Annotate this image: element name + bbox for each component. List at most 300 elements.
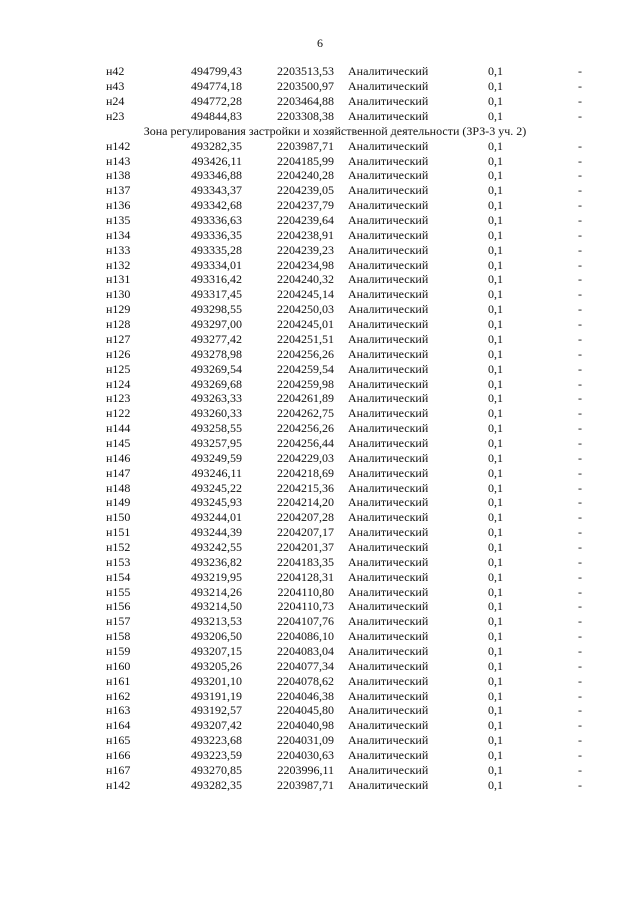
dash-cell: - [578,228,582,242]
dash-cell: - [578,406,582,421]
coord-x-cell: 493336,35 [191,228,242,242]
method-cell: Аналитический [348,659,429,673]
coord-y-cell: 2204078,62 [277,674,334,688]
coord-y-cell: 2203464,88 [277,94,334,109]
coord-y-cell: 2203500,97 [277,79,334,94]
method-cell: Аналитический [348,763,429,777]
table-row [106,139,592,154]
section-title: Зона регулирования застройки и хозяйственной деятельности (ЗРЗ-3 уч. 2) [143,124,527,138]
dash-cell: - [578,391,582,406]
method-cell: Аналитический [348,629,429,644]
point-id-cell: н122 [106,406,131,421]
method-cell: Аналитический [348,139,429,153]
dash-cell: - [578,154,582,168]
coord-y-cell: 2204128,31 [277,570,334,584]
coord-x-cell: 493201,10 [191,674,242,688]
accuracy-cell: 0,1 [488,718,503,733]
point-id-cell: н167 [106,763,131,777]
coord-y-cell: 2203513,53 [277,65,334,79]
coord-y-cell: 2204240,32 [277,273,334,287]
accuracy-cell: 0,1 [488,525,503,540]
accuracy-cell: 0,1 [488,481,503,495]
coord-x-cell: 493245,93 [191,495,242,510]
point-id-cell: н148 [106,481,131,495]
dash-cell: - [578,525,582,540]
point-id-cell: н166 [106,748,131,762]
coord-x-cell: 494844,83 [191,109,242,124]
accuracy-cell: 0,1 [488,347,503,361]
coord-y-cell: 2204207,28 [277,510,334,525]
coord-x-cell: 493334,01 [191,258,242,272]
coord-x-cell: 493342,68 [191,198,242,213]
point-id-cell: н158 [106,629,131,644]
accuracy-cell: 0,1 [488,273,503,287]
coord-x-cell: 493278,98 [191,347,242,361]
point-id-cell: н144 [106,421,131,436]
coord-y-cell: 2204237,79 [277,198,334,213]
point-id-cell: н151 [106,525,131,540]
method-cell: Аналитический [348,169,429,183]
table-row [106,451,592,466]
method-cell: Аналитический [348,302,429,317]
coord-x-cell: 493214,50 [191,599,242,614]
point-id-cell: н135 [106,213,131,228]
coord-x-cell: 493207,42 [191,718,242,733]
accuracy-cell: 0,1 [488,228,503,242]
accuracy-cell: 0,1 [488,689,503,703]
table-row [106,392,592,407]
coord-y-cell: 2204256,44 [277,436,334,450]
coord-y-cell: 2203987,71 [277,778,334,792]
accuracy-cell: 0,1 [488,436,503,450]
point-id-cell: н129 [106,302,131,317]
method-cell: Аналитический [348,525,429,540]
table-row [106,243,592,258]
coord-y-cell: 2204259,54 [277,362,334,376]
coord-x-cell: 493317,45 [191,287,242,302]
method-cell: Аналитический [348,703,429,718]
dash-cell: - [578,481,582,495]
method-cell: Аналитический [348,243,429,257]
method-cell: Аналитический [348,362,429,376]
point-id-cell: н153 [106,555,131,569]
point-id-cell: н130 [106,287,131,302]
dash-cell: - [578,273,582,287]
point-id-cell: н156 [106,599,131,614]
accuracy-cell: 0,1 [488,466,503,480]
accuracy-cell: 0,1 [488,599,503,614]
point-id-cell: н142 [106,139,131,153]
table-row [106,704,592,719]
method-cell: Аналитический [348,347,429,361]
coord-x-cell: 493206,50 [191,629,242,644]
table-row [106,303,592,318]
coord-y-cell: 2204185,99 [277,154,334,168]
point-id-cell: н162 [106,689,131,703]
accuracy-cell: 0,1 [488,213,503,228]
table-row [106,466,592,481]
accuracy-cell: 0,1 [488,763,503,777]
method-cell: Аналитический [348,674,429,688]
coord-x-cell: 493223,68 [191,733,242,748]
coord-y-cell: 2204239,05 [277,183,334,198]
accuracy-cell: 0,1 [488,94,503,109]
coord-x-cell: 493282,35 [191,139,242,153]
method-cell: Аналитический [348,198,429,213]
coord-y-cell: 2204256,26 [277,347,334,361]
coord-y-cell: 2204238,91 [277,228,334,242]
accuracy-cell: 0,1 [488,703,503,718]
method-cell: Аналитический [348,733,429,748]
coord-y-cell: 2204240,28 [277,169,334,183]
table-row [106,436,592,451]
dash-cell: - [578,629,582,644]
accuracy-cell: 0,1 [488,778,503,792]
method-cell: Аналитический [348,332,429,346]
dash-cell: - [578,65,582,79]
rows-before-section [106,65,592,124]
dash-cell: - [578,644,582,658]
coord-y-cell: 2204250,03 [277,302,334,317]
accuracy-cell: 0,1 [488,243,503,257]
accuracy-cell: 0,1 [488,317,503,332]
method-cell: Аналитический [348,421,429,436]
coord-x-cell: 493426,11 [191,154,242,168]
point-id-cell: н133 [106,243,131,257]
dash-cell: - [578,258,582,272]
coord-y-cell: 2204083,04 [277,644,334,658]
coord-x-cell: 494772,28 [191,94,242,109]
dash-cell: - [578,778,582,792]
accuracy-cell: 0,1 [488,109,503,124]
coord-y-cell: 2204256,26 [277,421,334,436]
table-row [106,555,592,570]
coord-y-cell: 2204110,80 [277,585,334,599]
accuracy-cell: 0,1 [488,406,503,421]
coord-x-cell: 494799,43 [191,65,242,79]
coord-y-cell: 2204214,20 [277,495,334,510]
table-row [106,749,592,764]
accuracy-cell: 0,1 [488,570,503,584]
method-cell: Аналитический [348,644,429,658]
accuracy-cell: 0,1 [488,555,503,569]
point-id-cell: н127 [106,332,131,346]
coord-y-cell: 2204045,80 [277,703,334,718]
point-id-cell: н143 [106,154,131,168]
point-id-cell: н159 [106,644,131,658]
point-id-cell: н126 [106,347,131,361]
accuracy-cell: 0,1 [488,614,503,629]
point-id-cell: н152 [106,540,131,554]
coord-y-cell: 2204107,76 [277,614,334,629]
point-id-cell: н137 [106,183,131,198]
coord-x-cell: 493270,85 [191,763,242,777]
dash-cell: - [578,570,582,584]
accuracy-cell: 0,1 [488,332,503,346]
point-id-cell: н131 [106,273,131,287]
dash-cell: - [578,436,582,450]
point-id-cell: н23 [106,109,125,124]
table-row [106,645,592,660]
method-cell: Аналитический [348,317,429,332]
coord-y-cell: 2204262,75 [277,406,334,421]
coord-y-cell: 2204245,14 [277,287,334,302]
page-number: 6 [317,36,323,50]
dash-cell: - [578,377,582,391]
method-cell: Аналитический [348,154,429,168]
accuracy-cell: 0,1 [488,302,503,317]
rows-after-section [106,139,592,793]
method-cell: Аналитический [348,213,429,228]
point-id-cell: н150 [106,510,131,525]
table-row [106,734,592,749]
point-id-cell: н24 [106,94,125,109]
dash-cell: - [578,614,582,629]
dash-cell: - [578,347,582,361]
table-row [106,258,592,273]
coord-y-cell: 2204251,51 [277,332,334,346]
point-id-cell: н125 [106,362,131,376]
dash-cell: - [578,451,582,465]
dash-cell: - [578,748,582,762]
table-row [106,80,592,95]
method-cell: Аналитический [348,228,429,242]
coord-y-cell: 2204239,64 [277,213,334,228]
coord-y-cell: 2204046,38 [277,689,334,703]
coord-x-cell: 493316,42 [191,273,242,287]
dash-cell: - [578,733,582,748]
method-cell: Аналитический [348,718,429,733]
coord-x-cell: 493298,55 [191,302,242,317]
table-row [106,110,592,125]
dash-cell: - [578,599,582,614]
table-row [106,318,592,333]
coord-x-cell: 493260,33 [191,406,242,421]
accuracy-cell: 0,1 [488,674,503,688]
method-cell: Аналитический [348,94,429,109]
method-cell: Аналитический [348,406,429,421]
table-row [106,585,592,600]
dash-cell: - [578,79,582,94]
table-row [106,214,592,229]
coord-x-cell: 494774,18 [191,79,242,94]
dash-cell: - [578,169,582,183]
table-row [106,377,592,392]
method-cell: Аналитический [348,481,429,495]
method-cell: Аналитический [348,585,429,599]
coord-y-cell: 2204218,69 [277,466,334,480]
table-row [106,674,592,689]
coord-x-cell: 493263,33 [191,391,242,406]
point-id-cell: н160 [106,659,131,673]
dash-cell: - [578,466,582,480]
table-row [106,362,592,377]
point-id-cell: н149 [106,495,131,510]
accuracy-cell: 0,1 [488,377,503,391]
coord-x-cell: 493192,57 [191,703,242,718]
coord-y-cell: 2203987,71 [277,139,334,153]
table-row [106,615,592,630]
dash-cell: - [578,213,582,228]
accuracy-cell: 0,1 [488,154,503,168]
coord-x-cell: 493346,88 [191,169,242,183]
accuracy-cell: 0,1 [488,391,503,406]
table-row [106,95,592,110]
coord-x-cell: 493214,26 [191,585,242,599]
method-cell: Аналитический [348,495,429,510]
dash-cell: - [578,421,582,436]
dash-cell: - [578,332,582,346]
method-cell: Аналитический [348,748,429,762]
method-cell: Аналитический [348,65,429,79]
point-id-cell: н128 [106,317,131,332]
point-id-cell: н132 [106,258,131,272]
accuracy-cell: 0,1 [488,629,503,644]
table-row [106,273,592,288]
coord-x-cell: 493242,55 [191,540,242,554]
coord-x-cell: 493245,22 [191,481,242,495]
method-cell: Аналитический [348,570,429,584]
table-row [106,689,592,704]
coord-x-cell: 493335,28 [191,243,242,257]
accuracy-cell: 0,1 [488,421,503,436]
dash-cell: - [578,302,582,317]
coord-y-cell: 2204201,37 [277,540,334,554]
coord-x-cell: 493297,00 [191,317,242,332]
dash-cell: - [578,362,582,376]
coord-x-cell: 493282,35 [191,778,242,792]
method-cell: Аналитический [348,599,429,614]
coord-y-cell: 2204245,01 [277,317,334,332]
accuracy-cell: 0,1 [488,659,503,673]
table-row [106,496,592,511]
table-row [106,719,592,734]
dash-cell: - [578,94,582,109]
table-row [106,422,592,437]
method-cell: Аналитический [348,287,429,302]
coord-y-cell: 2203996,11 [277,763,334,777]
table-row [106,228,592,243]
table-row [106,659,592,674]
coord-x-cell: 493269,68 [191,377,242,391]
table-row [106,184,592,199]
accuracy-cell: 0,1 [488,169,503,183]
method-cell: Аналитический [348,510,429,525]
dash-cell: - [578,585,582,599]
accuracy-cell: 0,1 [488,451,503,465]
table-row [106,511,592,526]
method-cell: Аналитический [348,377,429,391]
accuracy-cell: 0,1 [488,510,503,525]
dash-cell: - [578,674,582,688]
coord-y-cell: 2204261,89 [277,391,334,406]
dash-cell: - [578,317,582,332]
point-id-cell: н154 [106,570,131,584]
dash-cell: - [578,109,582,124]
coord-y-cell: 2204183,35 [277,555,334,569]
point-id-cell: н165 [106,733,131,748]
dash-cell: - [578,243,582,257]
method-cell: Аналитический [348,79,429,94]
coord-y-cell: 2204086,10 [277,629,334,644]
point-id-cell: н142 [106,778,131,792]
table-row [106,288,592,303]
table-row [106,65,592,80]
dash-cell: - [578,495,582,510]
accuracy-cell: 0,1 [488,495,503,510]
point-id-cell: н145 [106,436,131,450]
table-row [106,481,592,496]
method-cell: Аналитический [348,273,429,287]
dash-cell: - [578,139,582,153]
dash-cell: - [578,183,582,198]
point-id-cell: н163 [106,703,131,718]
coord-x-cell: 493336,63 [191,213,242,228]
coord-y-cell: 2204040,98 [277,718,334,733]
point-id-cell: н161 [106,674,131,688]
dash-cell: - [578,763,582,777]
point-id-cell: н155 [106,585,131,599]
dash-cell: - [578,540,582,554]
accuracy-cell: 0,1 [488,540,503,554]
point-id-cell: н134 [106,228,131,242]
table-row [106,600,592,615]
section-header-row [106,124,592,139]
accuracy-cell: 0,1 [488,65,503,79]
table-row [106,778,592,793]
coord-y-cell: 2204229,03 [277,451,334,465]
accuracy-cell: 0,1 [488,258,503,272]
dash-cell: - [578,689,582,703]
method-cell: Аналитический [348,778,429,792]
coord-x-cell: 493277,42 [191,332,242,346]
method-cell: Аналитический [348,391,429,406]
point-id-cell: н43 [106,79,125,94]
accuracy-cell: 0,1 [488,748,503,762]
dash-cell: - [578,510,582,525]
dash-cell: - [578,287,582,302]
accuracy-cell: 0,1 [488,183,503,198]
method-cell: Аналитический [348,436,429,450]
method-cell: Аналитический [348,109,429,124]
accuracy-cell: 0,1 [488,139,503,153]
dash-cell: - [578,718,582,733]
point-id-cell: н42 [106,65,125,79]
coord-y-cell: 2204259,98 [277,377,334,391]
dash-cell: - [578,659,582,673]
accuracy-cell: 0,1 [488,287,503,302]
coord-x-cell: 493219,95 [191,570,242,584]
accuracy-cell: 0,1 [488,79,503,94]
coord-x-cell: 493236,82 [191,555,242,569]
coord-y-cell: 2204030,63 [277,748,334,762]
coord-y-cell: 2204207,17 [277,525,334,540]
coord-y-cell: 2204215,36 [277,481,334,495]
coord-x-cell: 493343,37 [191,183,242,198]
table-row [106,199,592,214]
point-id-cell: н157 [106,614,131,629]
coord-x-cell: 493223,59 [191,748,242,762]
coord-x-cell: 493249,59 [191,451,242,465]
table-row [106,169,592,184]
coord-x-cell: 493191,19 [191,689,242,703]
method-cell: Аналитический [348,540,429,554]
coordinates-table [106,65,592,793]
table-row [106,154,592,169]
coord-x-cell: 493246,11 [191,466,242,480]
coord-y-cell: 2203308,38 [277,109,334,124]
coord-x-cell: 493269,54 [191,362,242,376]
